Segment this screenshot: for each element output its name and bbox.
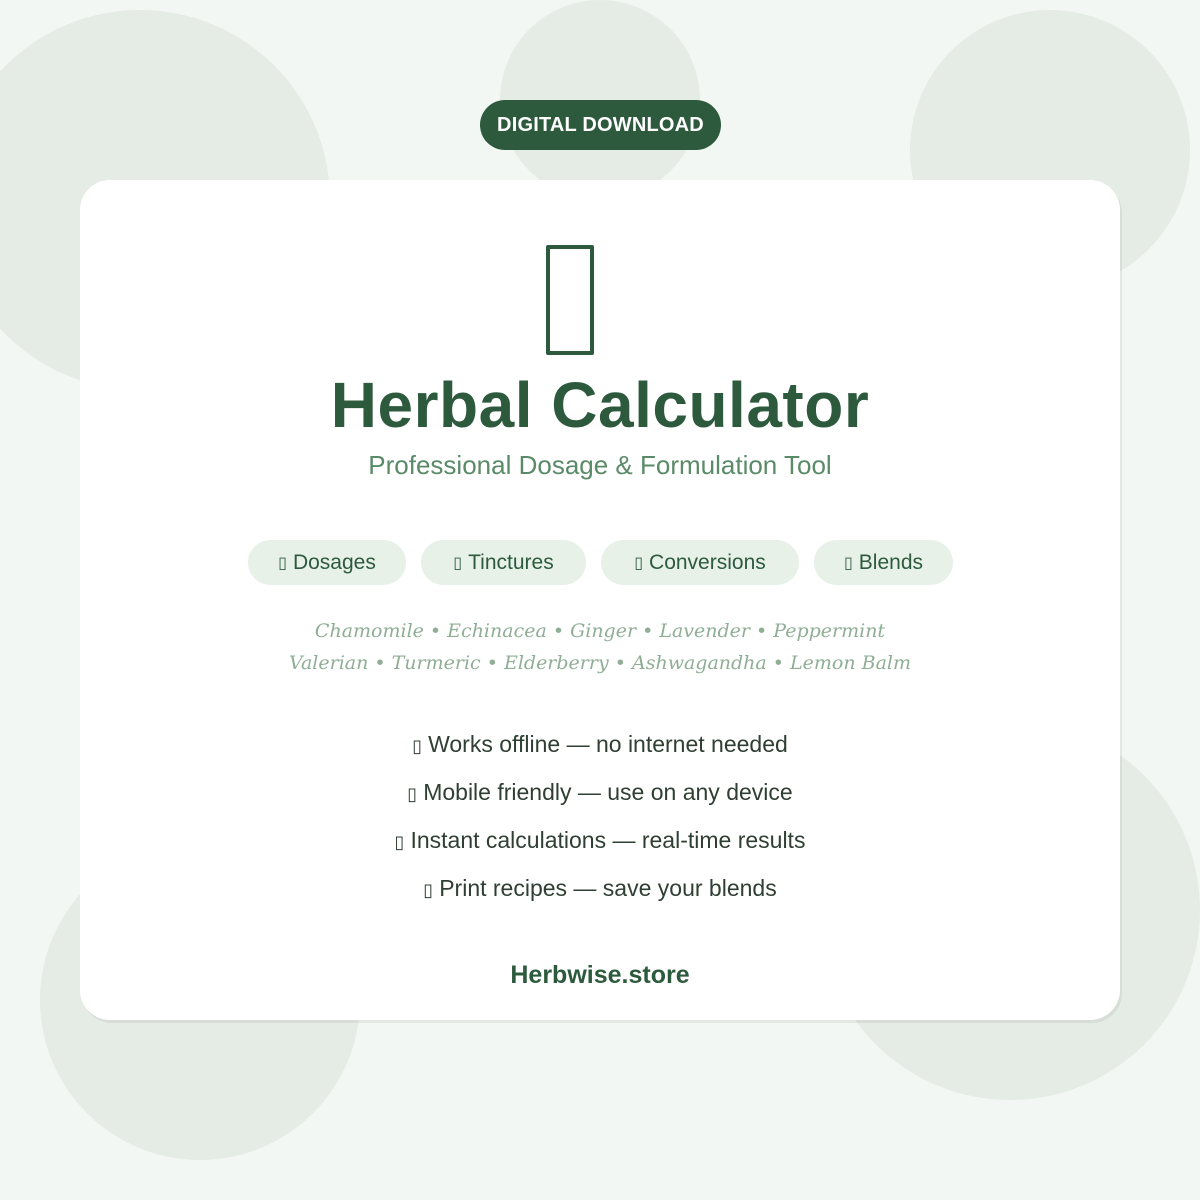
feature-instant bbox=[0, 827, 1200, 854]
feature-text: Mobile friendly — use on any device bbox=[423, 779, 793, 805]
lightning-icon: ▯ bbox=[394, 832, 405, 852]
mobile-icon: ▯ bbox=[407, 784, 418, 804]
tincture-icon: ▯ bbox=[453, 554, 463, 572]
category-pill-conversions bbox=[601, 540, 799, 585]
herb-list-line: Chamomile • Echinacea • Ginger • Lavender • Peppermint bbox=[314, 620, 886, 642]
feature-mobile bbox=[0, 779, 1200, 806]
category-pill-dosages bbox=[248, 540, 406, 585]
feature-print bbox=[0, 875, 1200, 902]
category-label: Conversions bbox=[649, 550, 766, 574]
herb-leaf-icon bbox=[546, 245, 594, 355]
blend-icon: ▯ bbox=[843, 554, 853, 572]
category-pill-tinctures bbox=[421, 540, 586, 585]
category-label: Dosages bbox=[292, 550, 376, 574]
digital-download-badge: DIGITAL DOWNLOAD bbox=[480, 100, 721, 150]
category-label: Blends bbox=[858, 550, 924, 574]
category-label: Tinctures bbox=[468, 550, 554, 574]
herb-list-line: Valerian • Turmeric • Elderberry • Ashwagandha • Lemon Balm bbox=[288, 652, 912, 674]
category-pill-blends bbox=[814, 540, 953, 585]
conversion-icon: ▯ bbox=[634, 554, 644, 572]
store-link[interactable]: Herbwise.store bbox=[510, 961, 690, 989]
feature-offline bbox=[0, 731, 1200, 758]
page-subtitle: Professional Dosage & Formulation Tool bbox=[368, 450, 832, 480]
dosage-icon: ▯ bbox=[278, 554, 287, 572]
printer-icon: ▯ bbox=[423, 880, 434, 900]
offline-icon: ▯ bbox=[412, 736, 423, 756]
page-title: Herbal Calculator bbox=[330, 369, 870, 441]
feature-text: Instant calculations — real-time results bbox=[410, 827, 806, 853]
feature-text: Works offline — no internet needed bbox=[428, 731, 788, 757]
feature-text: Print recipes — save your blends bbox=[439, 875, 777, 901]
